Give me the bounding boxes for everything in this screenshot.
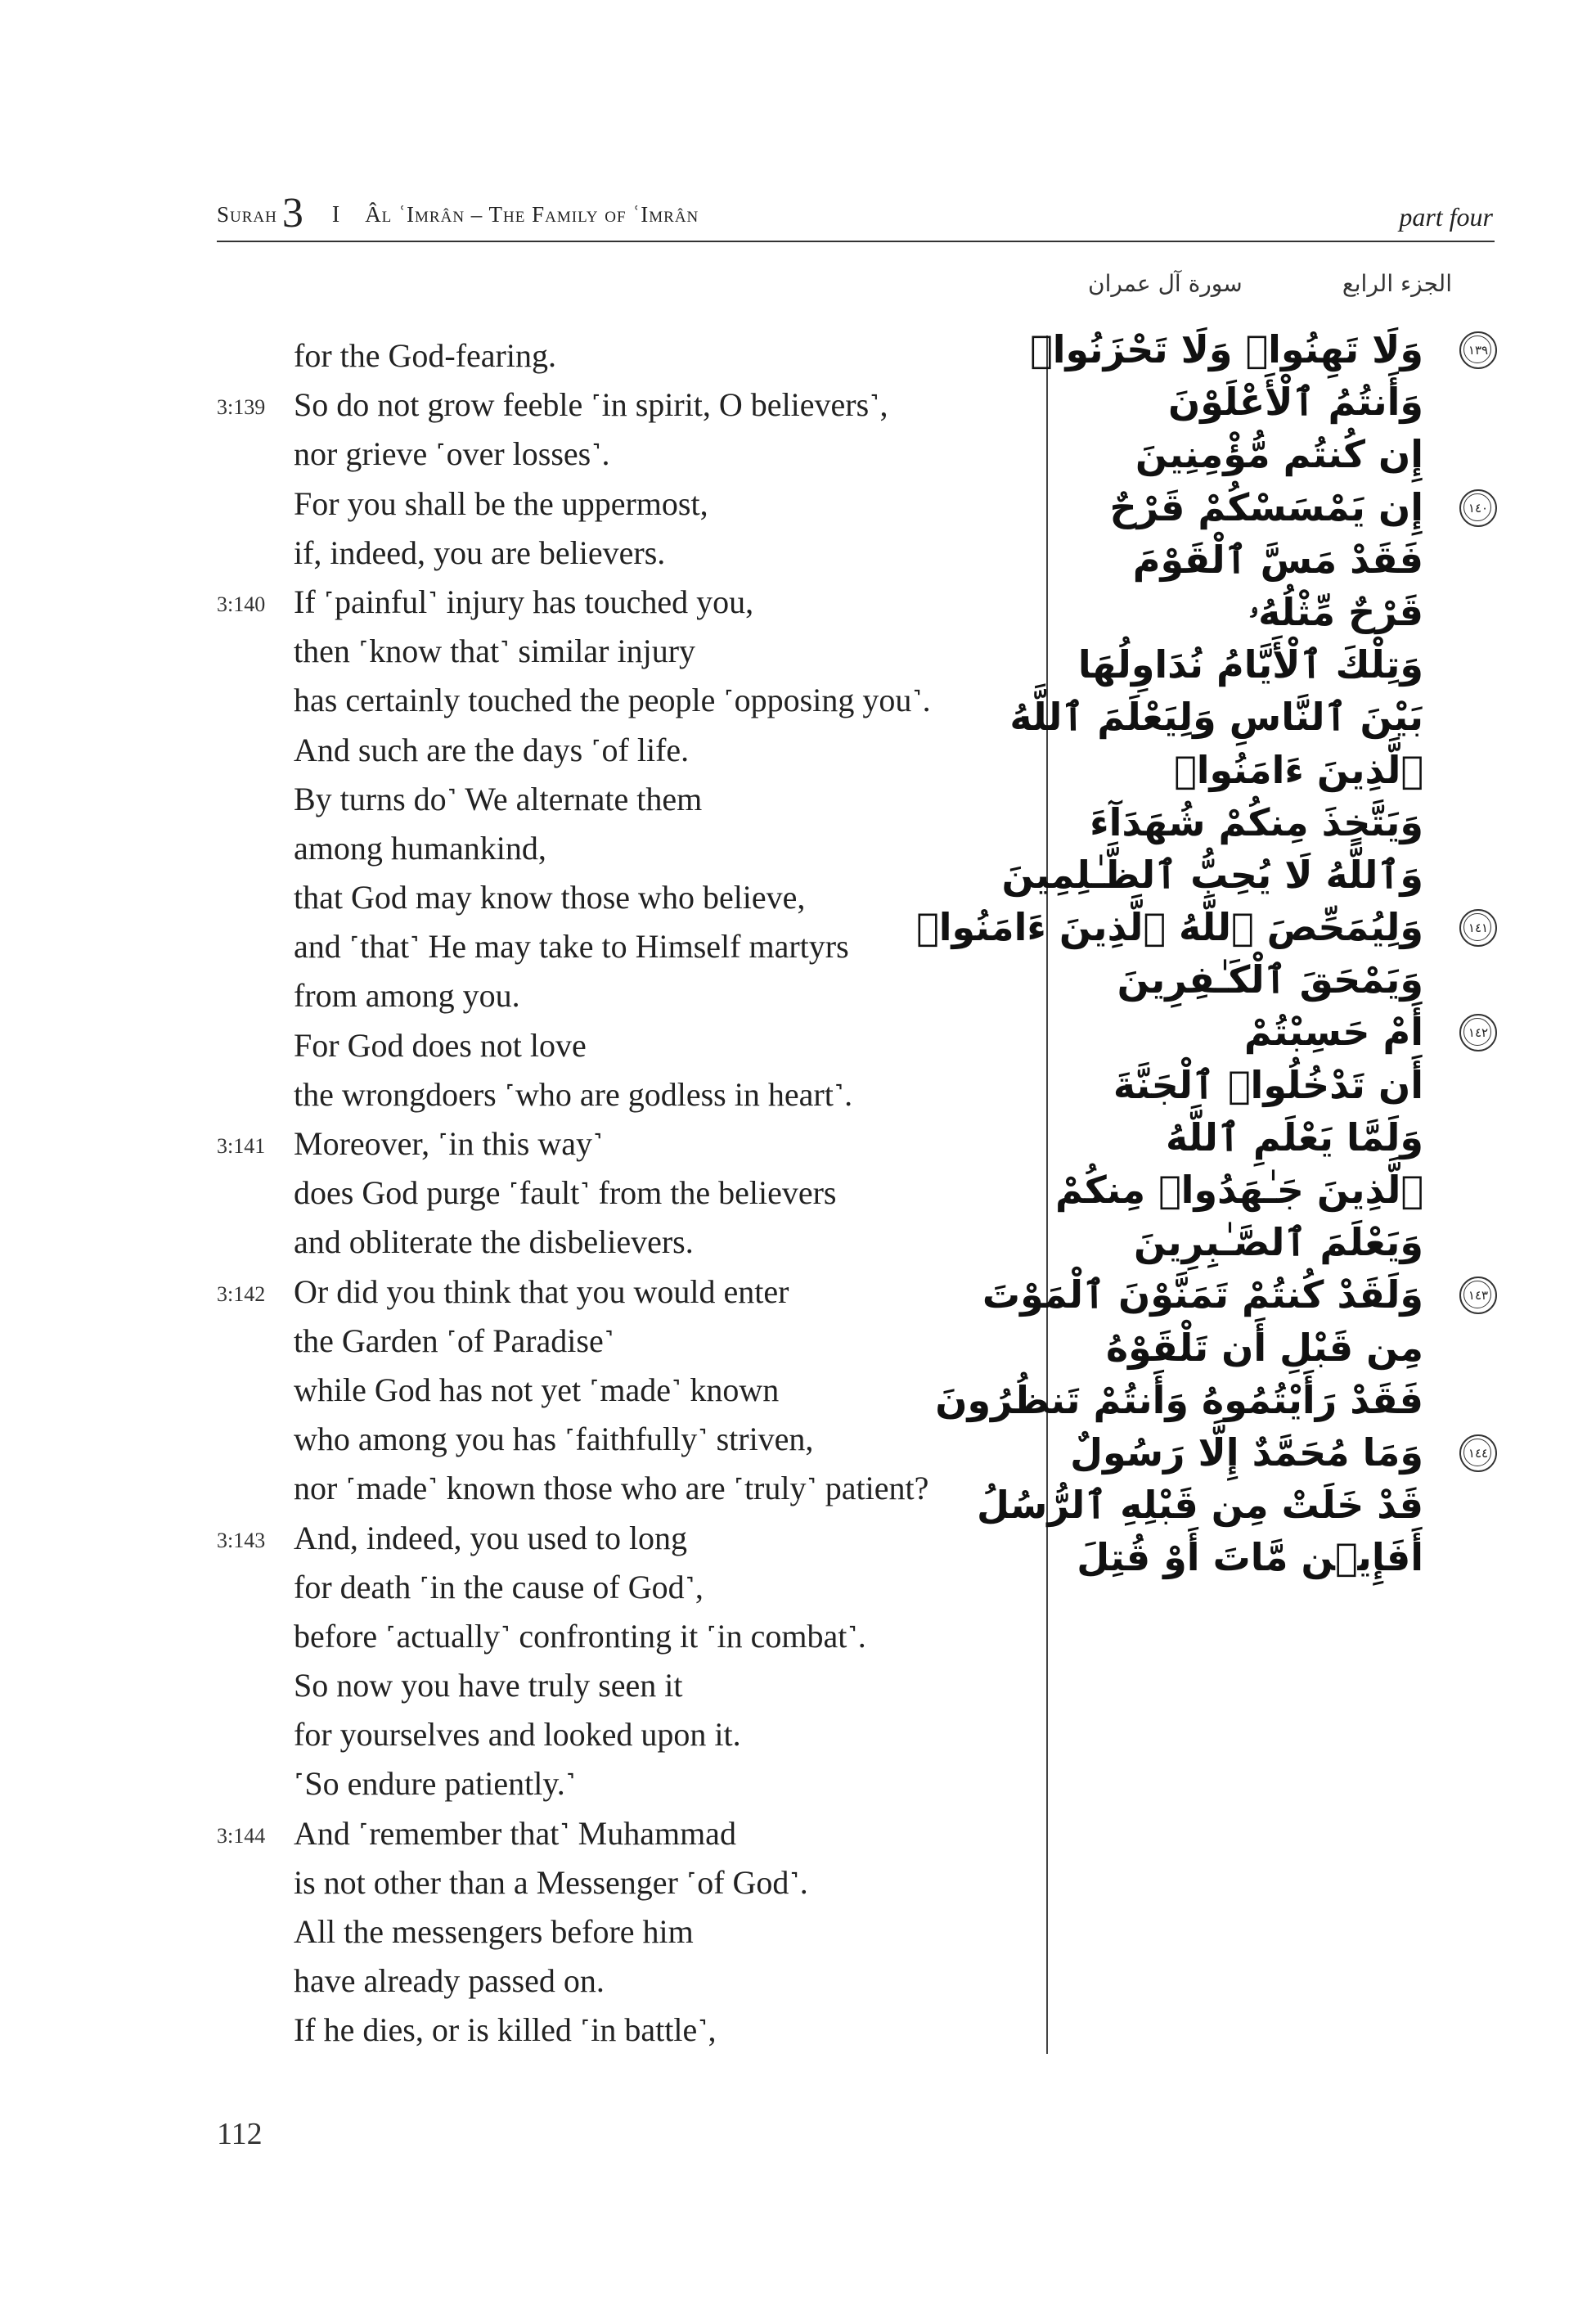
- running-header: [217, 190, 1493, 239]
- translation-line: [217, 726, 1027, 775]
- verse-end-marker: ١٤٤: [1459, 1434, 1497, 1472]
- translation-line: [217, 380, 1027, 430]
- arabic-line: [1080, 953, 1497, 1006]
- translation-text: nor grieve ˹over losses˺.: [294, 435, 610, 473]
- translation-line: [217, 1612, 1027, 1661]
- translation-line: [217, 1119, 1027, 1169]
- translation-text: from among you.: [294, 977, 520, 1015]
- translation-text: if, indeed, you are believers.: [294, 534, 666, 571]
- translation-line: [217, 1366, 1027, 1415]
- translation-text: have already passed on.: [294, 1962, 605, 2000]
- translation-line: [217, 1710, 1027, 1759]
- surah-title: Âl ʿImrân – The Family of ʿImrân: [365, 202, 699, 227]
- translation-text: For you shall be the uppermost,: [294, 484, 708, 522]
- arabic-text: ٱلَّذِينَ جَـٰهَدُوا۟ مِنكُمْ: [1054, 1168, 1423, 1212]
- translation-text: ˹So endure patiently.˺: [294, 1765, 577, 1803]
- arabic-text: وَلِيُمَحِّصَ ٱللَّهُ ٱلَّذِينَ ءَامَنُوا۟: [916, 905, 1423, 950]
- arabic-line: [982, 1268, 1497, 1321]
- arabic-juz-label: الجزء الرابع: [1342, 270, 1452, 297]
- arabic-text: ٱلَّذِينَ ءَامَنُوا۟: [1174, 747, 1423, 792]
- arabic-text: مِن قَبْلِ أَن تَلْقَوْهُ: [1105, 1325, 1423, 1370]
- arabic-line: [1080, 586, 1497, 638]
- arabic-text: قَرْحٌ مِّثْلُهُۥ: [1248, 589, 1423, 634]
- arabic-line: [1030, 323, 1497, 376]
- arabic-line: [1080, 1111, 1497, 1164]
- translation-line: [217, 480, 1027, 529]
- arabic-line: [1001, 849, 1497, 901]
- arabic-text: أَفَإِي۟ن مَّاتَ أَوْ قُتِلَ: [1077, 1535, 1423, 1580]
- arabic-line: [1080, 428, 1497, 480]
- translation-text: So now you have truly seen it: [294, 1667, 683, 1704]
- arabic-line: [916, 901, 1497, 953]
- arabic-line: [1080, 1322, 1497, 1374]
- translation-line: [217, 1661, 1027, 1710]
- translation-text: among humankind,: [294, 829, 546, 867]
- translation-text: If he dies, or is killed ˹in battle˺,: [294, 2011, 717, 2049]
- arabic-line: [1080, 1059, 1497, 1111]
- arabic-text: وَأَنتُمُ ٱلْأَعْلَوْنَ: [1167, 380, 1423, 425]
- part-label: part four: [1399, 202, 1493, 232]
- arabic-text: فَقَدْ مَسَّ ٱلْقَوْمَ: [1132, 537, 1423, 582]
- translation-text: and ˹that˺ He may take to Himself martyrs: [294, 928, 849, 966]
- translation-line: [217, 430, 1027, 479]
- translation-text: for death ˹in the cause of God˺,: [294, 1568, 704, 1605]
- translation-text: while God has not yet ˹made˺ known: [294, 1371, 780, 1408]
- verse-end-marker: ١٤١: [1459, 909, 1497, 947]
- arabic-text: وَلَقَدْ كُنتُمْ تَمَنَّوْنَ ٱلْمَوْتَ: [982, 1272, 1423, 1317]
- arabic-line: [1080, 376, 1497, 428]
- translation-line: [217, 627, 1027, 676]
- translation-text: And ˹remember that˺ Muhammad: [294, 1814, 736, 1852]
- verse-number: 3:143: [217, 1528, 266, 1552]
- arabic-text: وَمَا مُحَمَّدٌ إِلَّا رَسُولٌ: [1070, 1430, 1423, 1475]
- header-rule: [217, 241, 1495, 242]
- arabic-text: وَيَعْلَمَ ٱلصَّـٰبِرِينَ: [1133, 1220, 1423, 1265]
- translation-text: for the God-fearing.: [294, 337, 556, 374]
- translation-line: [217, 971, 1027, 1020]
- translation-line: [217, 873, 1027, 922]
- translation-text: And, indeed, you used to long: [294, 1519, 688, 1556]
- arabic-text: وَيَتَّخِذَ مِنكُمْ شُهَدَآءَ: [1090, 799, 1423, 844]
- arabic-line: [1080, 796, 1497, 849]
- verse-number: 3:144: [217, 1823, 266, 1848]
- arabic-text: إِن يَمْسَسْكُمْ قَرْحٌ: [1109, 484, 1423, 529]
- verse-number: 3:140: [217, 592, 266, 616]
- translation-line: [217, 1169, 1027, 1218]
- verse-number: 3:139: [217, 395, 266, 420]
- translation-line: [217, 331, 1027, 380]
- translation-line: [217, 2006, 1027, 2055]
- translation-text: who among you has ˹faithfully˺ striven,: [294, 1421, 814, 1458]
- translation-line: [217, 1514, 1027, 1563]
- translation-line: [217, 1563, 1027, 1612]
- arabic-line: [1054, 1164, 1497, 1216]
- translation-text: If ˹painful˺ injury has touched you,: [294, 583, 754, 620]
- arabic-line: [1080, 534, 1497, 586]
- arabic-text: وَتِلْكَ ٱلْأَيَّامُ نُدَاوِلُهَا: [1077, 642, 1423, 687]
- arabic-text-column: [916, 323, 1497, 1584]
- arabic-line: [1080, 1216, 1497, 1268]
- translation-text: is not other than a Messenger ˹of God˺.: [294, 1863, 808, 1901]
- translation-text: Or did you think that you would enter: [294, 1272, 789, 1310]
- translation-text: the Garden ˹of Paradise˺: [294, 1322, 615, 1359]
- arabic-line: [1070, 1426, 1497, 1479]
- verse-end-marker: ١٤٣: [1459, 1277, 1497, 1314]
- page-number: 112: [217, 2117, 263, 2151]
- arabic-line: [1077, 638, 1497, 691]
- translation-text: that God may know those who believe,: [294, 879, 806, 916]
- arabic-text: بَيْنَ ٱلنَّاسِ وَلِيَعْلَمَ ٱللَّهُ: [1009, 695, 1423, 740]
- translation-line: [217, 676, 1027, 725]
- arabic-surah-label: سورة آل عمران: [1088, 270, 1243, 297]
- translation-line: [217, 578, 1027, 627]
- arabic-line: [935, 1374, 1497, 1426]
- translation-line: [217, 1070, 1027, 1119]
- translation-text: And such are the days ˹of life.: [294, 731, 690, 768]
- arabic-text: قَدْ خَلَتْ مِن قَبْلِهِ ٱلرُّسُلُ: [977, 1483, 1423, 1528]
- header-separator: I: [331, 202, 341, 227]
- arabic-line: [1077, 1531, 1497, 1583]
- translation-line: [217, 1759, 1027, 1808]
- translation-line: [217, 1218, 1027, 1267]
- english-translation-column: [217, 331, 1027, 2056]
- translation-text: has certainly touched the people ˹opposing you˺.: [294, 682, 931, 719]
- surah-number: 3: [281, 190, 304, 236]
- arabic-text: إِن كُنتُم مُّؤْمِنِينَ: [1135, 432, 1423, 477]
- translation-text: Moreover, ˹in this way˺: [294, 1125, 604, 1162]
- translation-line: [217, 1907, 1027, 1957]
- verse-end-marker: ١٤٢: [1459, 1014, 1497, 1051]
- translation-text: the wrongdoers ˹who are godless in heart˺.: [294, 1075, 853, 1113]
- verse-end-marker: ١٣٩: [1459, 331, 1497, 369]
- arabic-text: أَمْ حَسِبْتُمْ: [1243, 1010, 1423, 1055]
- translation-text: and obliterate the disbelievers.: [294, 1223, 694, 1261]
- header-left: [217, 184, 699, 236]
- verse-end-marker: ١٤٠: [1459, 489, 1497, 527]
- translation-text: before ˹actually˺ confronting it ˹in combat˺.: [294, 1617, 866, 1655]
- translation-text: does God purge ˹fault˺ from the believers: [294, 1174, 837, 1212]
- arabic-text: وَيَمْحَقَ ٱلْكَـٰفِرِينَ: [1117, 957, 1423, 1002]
- translation-text: So do not grow feeble ˹in spirit, O believers˺,: [294, 386, 888, 424]
- arabic-line: [1009, 691, 1497, 743]
- translation-line: [217, 775, 1027, 824]
- translation-text: for yourselves and looked upon it.: [294, 1716, 741, 1754]
- translation-text: For God does not love: [294, 1026, 587, 1064]
- translation-text: By turns do˺ We alternate them: [294, 780, 703, 817]
- translation-text: nor ˹made˺ known those who are ˹truly˺ patient?: [294, 1470, 929, 1507]
- translation-line: [217, 1021, 1027, 1070]
- arabic-line: [1080, 1006, 1497, 1058]
- verse-number: 3:142: [217, 1281, 266, 1306]
- translation-line: [217, 922, 1027, 971]
- arabic-text: أَن تَدْخُلُوا۟ ٱلْجَنَّةَ: [1113, 1062, 1423, 1107]
- surah-word: Surah: [217, 202, 277, 227]
- arabic-line: [1080, 744, 1497, 796]
- arabic-text: وَلَا تَهِنُوا۟ وَلَا تَحْزَنُوا۟: [1030, 327, 1423, 371]
- translation-line: [217, 1957, 1027, 2006]
- translation-line: [217, 1317, 1027, 1366]
- translation-line: [217, 1858, 1027, 1907]
- arabic-text: وَٱللَّهُ لَا يُحِبُّ ٱلظَّـٰلِمِينَ: [1001, 852, 1423, 897]
- arabic-text: وَلَمَّا يَعْلَمِ ٱللَّهُ: [1166, 1114, 1423, 1160]
- translation-line: [217, 1809, 1027, 1858]
- arabic-line: [1080, 481, 1497, 534]
- translation-line: [217, 824, 1027, 873]
- translation-line: [217, 529, 1027, 578]
- arabic-text: فَقَدْ رَأَيْتُمُوهُ وَأَنتُمْ تَنظُرُونَ: [935, 1377, 1423, 1422]
- translation-text: All the messengers before him: [294, 1913, 694, 1950]
- translation-text: then ˹know that˺ similar injury: [294, 633, 696, 670]
- column-divider: [1046, 335, 1048, 2054]
- translation-line: [217, 1415, 1027, 1464]
- translation-line: [217, 1268, 1027, 1317]
- translation-line: [217, 1464, 1027, 1513]
- verse-number: 3:141: [217, 1134, 266, 1158]
- arabic-line: [977, 1479, 1497, 1531]
